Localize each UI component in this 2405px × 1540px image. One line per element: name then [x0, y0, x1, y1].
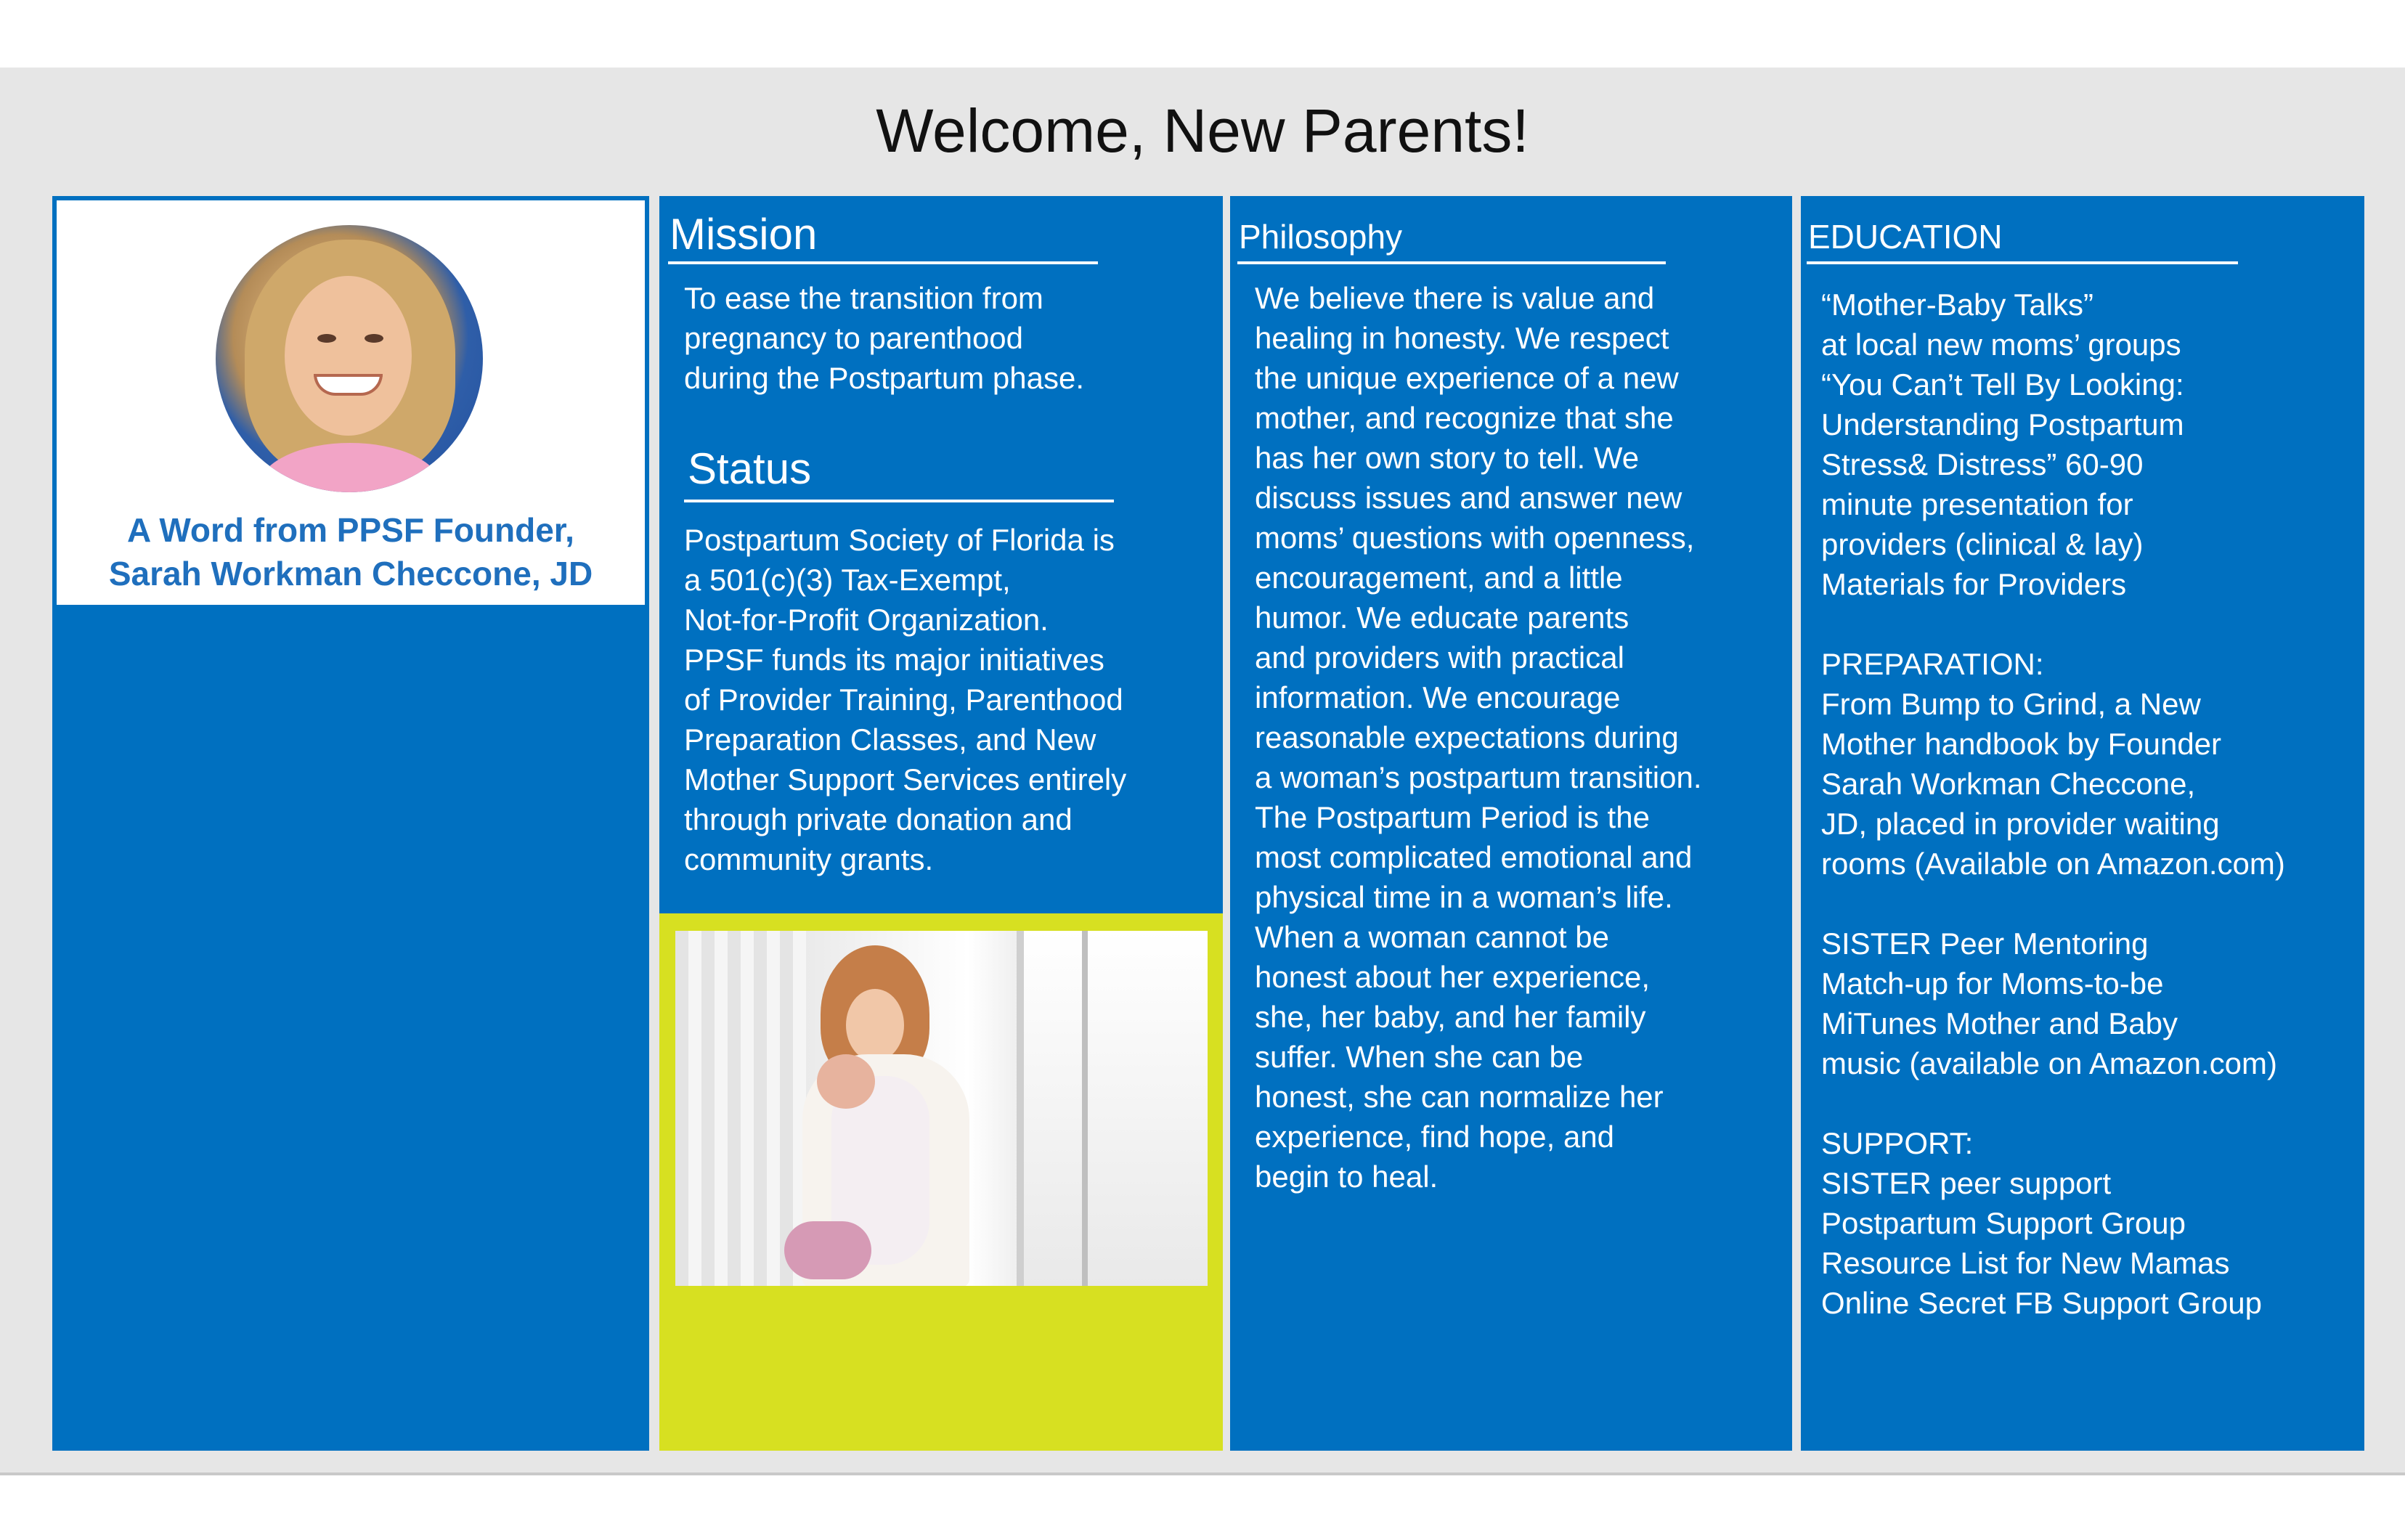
mother-baby-photo — [675, 931, 1208, 1286]
mission-text: To ease the transition from pregnancy to parenthood during the Postpartum phase. — [684, 281, 1085, 395]
photo-baby-pants — [784, 1221, 871, 1279]
mission-heading-rule — [668, 261, 1098, 264]
page-title: Welcome, New Parents! — [876, 97, 1529, 165]
avatar-eye-left — [317, 334, 336, 343]
avatar-eye-right — [365, 334, 383, 343]
mission-heading: Mission — [670, 210, 818, 258]
photo-window-frame — [1082, 931, 1088, 1286]
photo-mother-face — [846, 989, 904, 1062]
founder-caption[interactable] — [57, 508, 645, 595]
philosophy-heading: Philosophy — [1239, 218, 1403, 256]
status-heading: Status — [688, 444, 812, 493]
photo-baby-head — [817, 1054, 875, 1109]
photo-curtain — [675, 931, 806, 1286]
avatar-face — [285, 276, 412, 436]
founder-caption-line2: Sarah Workman Checcone, JD — [108, 555, 593, 592]
education-text: “Mother-Baby Talks” at local new moms’ groups “You Can’t Tell By Looking: Understanding Postpartum Stress& Distress” 60-90 minute presentation for providers (clinical & lay) Materials for Providers PREPARATION: From Bump to Grind, a New Mother handbook by Founder Sarah Workman Checcone, JD, placed in provider waiting rooms (Available on Amazon.com) SISTER Peer Mentoring Match-up for Moms-to-be MiTunes Mother and Baby music (available on Amazon.com) SUPPORT: SISTER peer support Postpartum Support Group Resource List for New Mamas Online Secret FB Support Group — [1821, 288, 2285, 1320]
philosophy-text: We believe there is value and healing in honesty. We respect the unique experience of a new mother, and recognize that she has her own story to tell. We discuss issues and answer new moms’ questions with openness, encouragement, and a little humor. We educate parents and providers with practical information. We encourage reasonable expectations during a woman’s postpartum transition. The Postpartum Period is the most complicated emotional and physical time in a woman’s life. When a woman cannot be honest about her experience, she, her baby, and her family suffer. When she can be honest, she can normalize her experience, find hope, and begin to heal. — [1255, 281, 1702, 1194]
education-heading-rule — [1807, 261, 2238, 264]
status-text: Postpartum Society of Florida is a 501(c)(3) Tax-Exempt, Not-for-Profit Organization. PPSF funds its major initiatives of Provider Training, Parenthood Preparation Classes, and New Mother Support Services entirely through private donation and community grants. — [684, 523, 1127, 876]
status-heading-rule — [684, 500, 1114, 502]
avatar-smile — [314, 374, 383, 396]
founder-caption-line1: A Word from PPSF Founder, — [127, 511, 574, 549]
education-heading: EDUCATION — [1808, 218, 2003, 256]
photo-window — [1017, 931, 1208, 1286]
founder-avatar — [216, 225, 483, 492]
philosophy-heading-rule — [1237, 261, 1666, 264]
